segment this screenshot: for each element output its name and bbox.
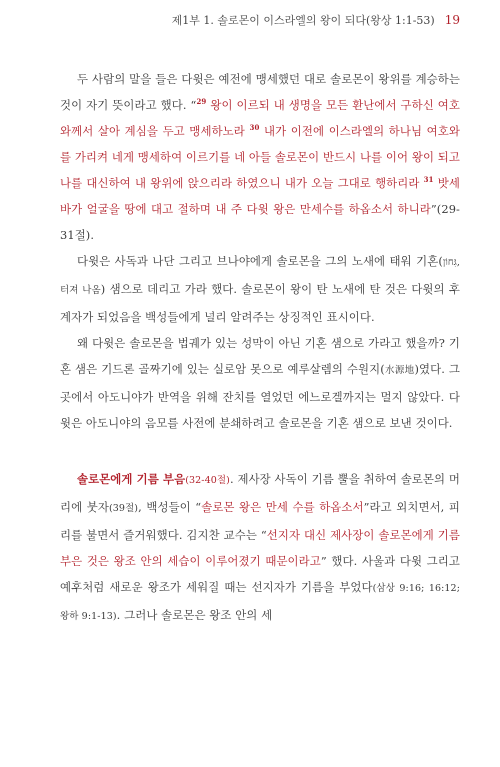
p3-text-1: 왜 다윗은 솔로몬을 법궤가 있는 성막이 아닌 기혼 샘으로 가라고 했을까? 기혼 샘은 기드론 골짜기에 있는 실로암 못으로 예루살렘의 수원지( — [60, 336, 460, 376]
running-title: 제1부 1. 솔로몬이 이스라엘의 왕이 되다(왕상 1:1-53) — [171, 14, 435, 27]
people-shout: 솔로몬 왕은 만세 수를 하옵소서 — [201, 500, 364, 514]
p1-text-2: ”(29-31절). — [60, 202, 460, 242]
p2-text-1: 다윗은 사독과 나단 그리고 브나야에게 솔로몬을 그의 노새에 태워 기혼( — [77, 254, 443, 268]
p3-text-2: )였다. 그곳에서 아도니야가 반역을 위해 잔치를 열었던 에느로겔까지는 멀지 않았다. 다윗은 아도니야의 음모를 사전에 분쇄하려고 솔로몬을 기혼 샘으로 보낸 것이다. — [60, 362, 461, 430]
verse-number-31: 31 — [423, 175, 434, 185]
paragraph-2 — [60, 248, 460, 330]
section-verses: (32-40절) — [185, 475, 230, 486]
p4-ref-2: (삼상 9:16; 16:12; 왕하 9:1-13) — [60, 583, 461, 622]
quote-part-3: 밧세바가 얼굴을 땅에 대고 절하며 내 주 다윗 왕은 만세수를 하옵소서 하니라 — [60, 176, 460, 216]
p4-text-3: ”라고 외치면서, 피리를 불면서 즐거워했다. 김지찬 교수는 “ — [60, 500, 461, 542]
p4-text-4: ” 했다. 사울과 다윗 그리고 예후처럼 새로운 왕조가 세워질 때는 선지자가 기름을 부었다 — [60, 554, 460, 594]
paragraph-3 — [60, 330, 460, 436]
p2-text-2: ) 샘으로 데리고 가라 했다. 솔로몬이 왕이 탄 노새에 탄 것은 다윗의 후계자가 되었음을 백성들에게 널리 알려주는 상징적인 표시이다. — [60, 282, 460, 324]
gihon-gloss: גִּחוֹן, 터져 나옴 — [60, 257, 460, 296]
running-header — [172, 12, 460, 28]
scripture-quote — [60, 98, 460, 216]
p4-text-1: . 제사장 사독이 기름 뿔을 취하여 솔로몬의 머리에 붓자 — [60, 472, 460, 514]
quote-part-2: 내가 이전에 이스라엘의 하나님 여호와를 가리켜 네게 맹세하여 이르기를 네 아들 솔로몬이 반드시 나를 이어 왕이 되고 나를 대신하여 내 왕위에 앉으리라 하였으니 내가 오늘 그대로 행하리라 — [60, 124, 460, 190]
professor-quote: 선지자 대신 제사장이 솔로몬에게 기름 부은 것은 왕조 안의 세습이 이루어졌기 때문이라고 — [60, 528, 460, 568]
paragraph-4 — [60, 466, 460, 630]
quote-part-1: 왕이 이르되 내 생명을 모든 환난에서 구하신 여호와께서 살아 계심을 두고 맹세하노라 — [60, 98, 461, 138]
paragraph-1 — [60, 66, 460, 248]
section-gap — [60, 436, 460, 466]
p4-ref-1: (39절) — [108, 503, 139, 514]
p1-text-1: 두 사람의 말을 들은 다윗은 예전에 맹세했던 대로 솔로몬이 왕위를 계승하는 것이 자기 뜻이라고 했다. “ — [60, 72, 460, 112]
hanja-term: 水源地 — [384, 365, 415, 376]
section-title: 솔로몬에게 기름 부음 — [77, 472, 186, 486]
p4-text-2: , 백성들이 “ — [138, 500, 202, 514]
verse-number-29: 29 — [196, 97, 207, 107]
body-text — [60, 66, 460, 630]
page-number: 19 — [444, 13, 460, 27]
verse-number-30: 30 — [249, 123, 260, 133]
p4-text-5: . 그러나 솔로몬은 왕조 안의 세 — [116, 608, 273, 622]
